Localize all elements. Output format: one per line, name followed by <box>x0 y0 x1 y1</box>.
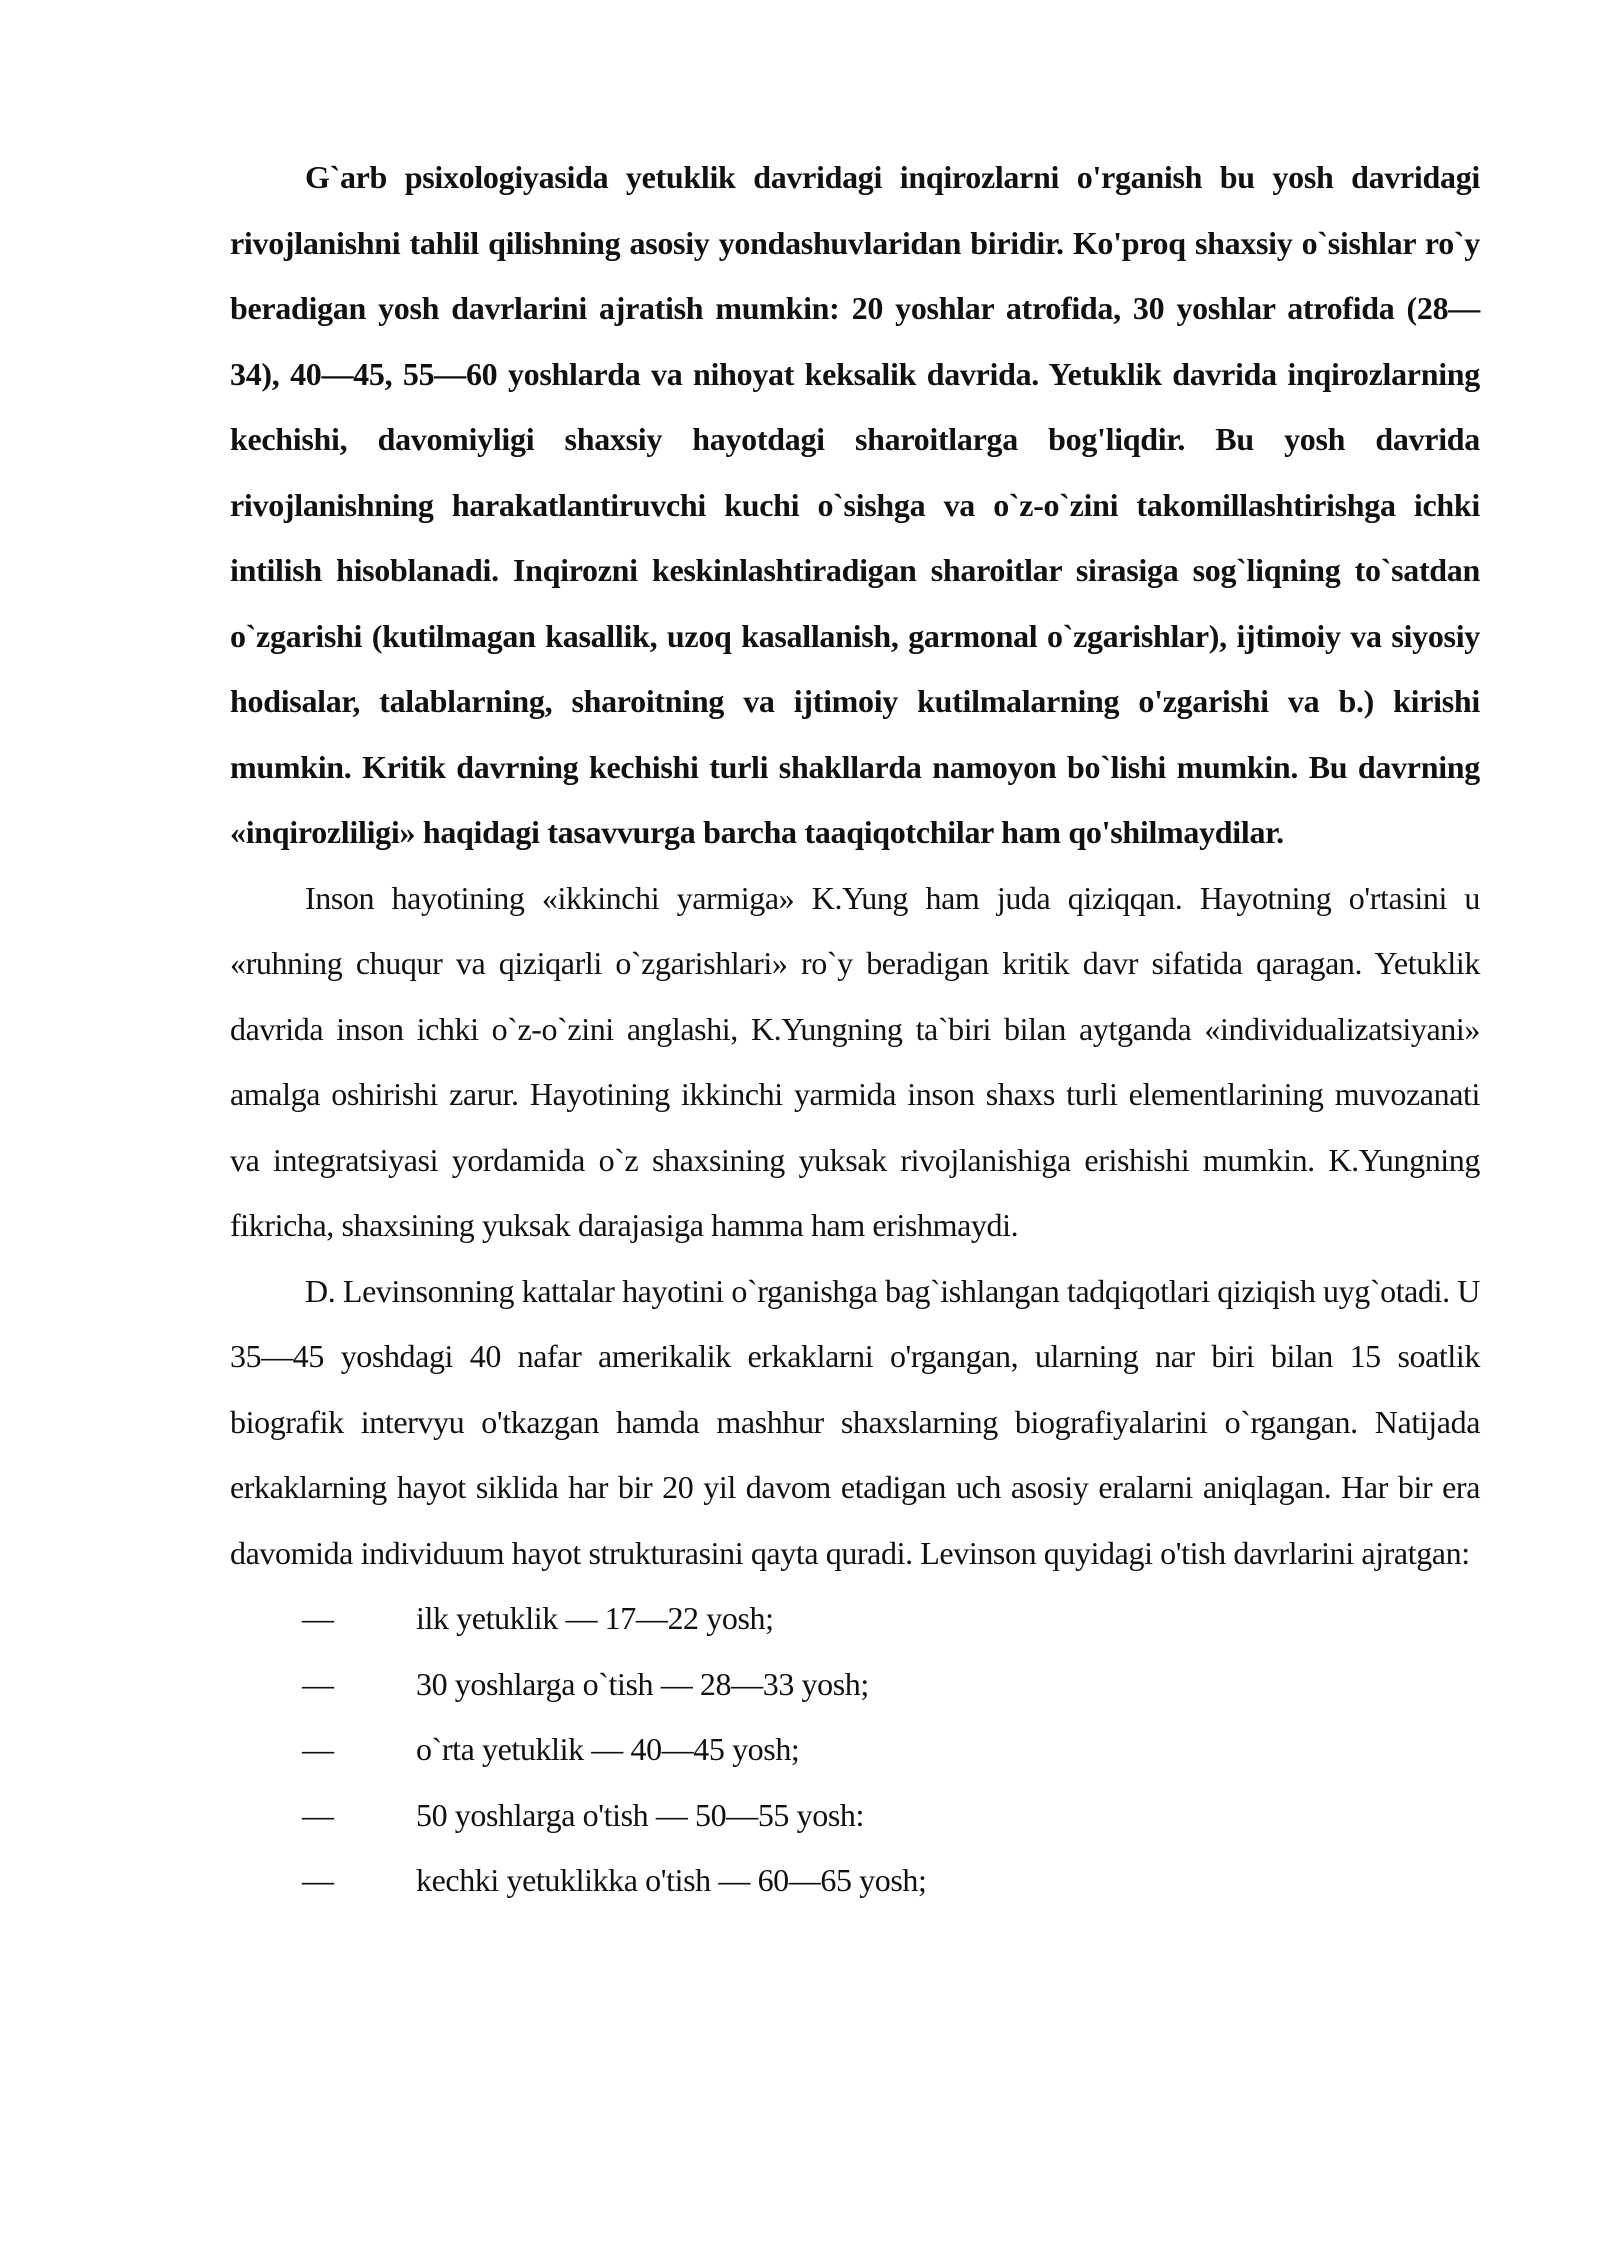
list-dash: — <box>302 1665 334 1702</box>
list-item-text: 30 yoshlarga o`tish — 28—33 yosh; <box>416 1665 869 1702</box>
list-item-text: ilk yetuklik — 17—22 yosh; <box>416 1600 774 1636</box>
list-dash: — <box>302 1731 334 1767</box>
list-dash: — <box>302 1862 334 1898</box>
list-item <box>230 1586 1480 1652</box>
list-dash: — <box>302 1600 334 1636</box>
list-item <box>230 1652 1480 1718</box>
transition-periods-list <box>230 1586 1480 1914</box>
paragraph-levinson: D. Levinsonning kattalar hayotini o`rganishga bag`ishlangan tadqiqotlari qiziqish uyg`otadi. U 35—45 yoshdagi 40 nafar amerikalik erkaklarni o'rgangan, ularning nar biri bilan 15 soatlik biografik intervyu o'tkazgan hamda mashhur shaxslarning biografiyalarini o`rgangan. Natijada erkaklarning hayot siklida har bir 20 yil davom etadigan uch asosiy eralarni aniqlagan. Har bir era davomida individuum hayot strukturasini qayta quradi. Levinson quyidagi o'tish davrlarini ajratgan: <box>230 1272 1480 1571</box>
list-item <box>230 1717 1480 1783</box>
paragraph-jung: Inson hayotining «ikkinchi yarmiga» K.Yung ham juda qiziqqan. Hayotning o'rtasini u «ruhning chuqur va qiziqarli o`zgarishlari» ro`y beradigan kritik davr sifatida qaragan. Yetuklik davrida inson ichki o`z-o`zini anglashi, K.Yungning ta`biri bilan aytganda «individualizatsiyani» amalga oshirishi zarur. Hayotining ikkinchi yarmida inson shaxs turli elementlarining muvozanati va integratsiyasi yordamida o`z shaxsining yuksak rivojlanishiga erishishi mumkin. K.Yungning fikricha, shaxsining yuksak darajasiga hamma ham erishmaydi. <box>230 879 1480 1243</box>
list-dash: — <box>302 1796 334 1833</box>
list-item <box>230 1848 1480 1914</box>
list-item-text: o`rta yetuklik — 40—45 yosh; <box>416 1731 800 1767</box>
document-body <box>230 145 1480 1914</box>
list-item-text: kechki yetuklikka o'tish — 60—65 yosh; <box>416 1862 927 1898</box>
paragraph-crisis-research: G`arb psixologiyasida yetuklik davridagi inqirozlarni o'rganish bu yosh davridagi rivojlanishni tahlil qilishning asosiy yondashuvlaridan biridir. Ko'proq shaxsiy o`sishlar ro`y beradigan yosh davrlarini ajratish mumkin: 20 yoshlar atrofida, 30 yoshlar atrofida (28—34), 40—45, 55—60 yoshlarda va nihoyat keksalik davrida. Yetuklik davrida inqirozlarning kechishi, davomiyligi shaxsiy hayotdagi sharoitlarga bog'liqdir. Bu yosh davrida rivojlanishning harakatlantiruvchi kuchi o`sishga va o`z-o`zini takomillashtirishga ichki intilish hisoblanadi. Inqirozni keskinlashtiradigan sharoitlar sirasiga sog`liqning to`satdan o`zgarishi (kutilmagan kasallik, uzoq kasallanish, garmonal o`zgarishlar), ijtimoiy va siyosiy hodisalar, talablarning, sharoitning va ijtimoiy kutilmalarning o'zgarishi va b.) kirishi mumkin. Kritik davrning kechishi turli shakllarda namoyon bo`lishi mumkin. Bu davrning «inqirozliligi» haqidagi tasavvurga barcha taaqiqotchilar ham qo'shilmaydilar. <box>230 159 1480 850</box>
list-item <box>230 1783 1480 1849</box>
list-item-text: 50 yoshlarga o'tish — 50—55 yosh: <box>416 1796 864 1833</box>
